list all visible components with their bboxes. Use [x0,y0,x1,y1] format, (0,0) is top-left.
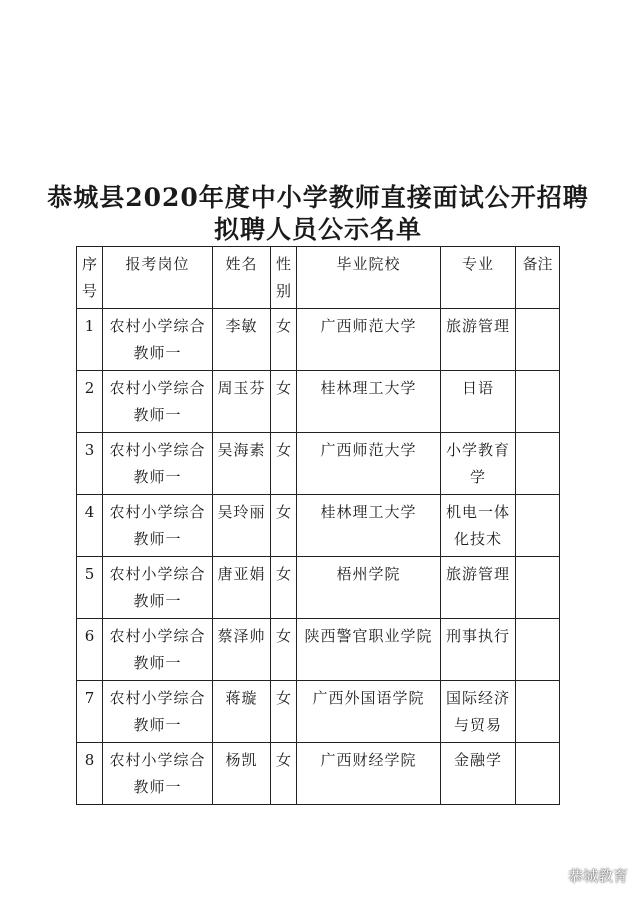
cell-remark [516,681,560,743]
cell-remark [516,495,560,557]
table-row [77,309,560,371]
table-row [77,433,560,495]
cell-name: 蔡泽帅 [213,619,271,681]
cell-remark [516,309,560,371]
cell-post: 农村小学综合教师一 [103,557,213,619]
table-row [77,743,560,805]
cell-name: 李敏 [213,309,271,371]
cell-major: 旅游管理 [441,557,516,619]
cell-post: 农村小学综合教师一 [103,433,213,495]
header-remark: 备注 [516,247,560,309]
cell-name: 蒋璇 [213,681,271,743]
cell-gender: 女 [271,619,297,681]
cell-seq: 5 [77,557,103,619]
cell-major: 小学教育学 [441,433,516,495]
cell-school: 广西财经学院 [297,743,441,805]
cell-gender: 女 [271,743,297,805]
header-name: 姓名 [213,247,271,309]
cell-gender: 女 [271,681,297,743]
cell-school: 陕西警官职业学院 [297,619,441,681]
cell-post: 农村小学综合教师一 [103,619,213,681]
table-row [77,619,560,681]
cell-name: 周玉芬 [213,371,271,433]
cell-post: 农村小学综合教师一 [103,743,213,805]
watermark-text: 恭城教育 [567,867,628,885]
header-major: 专业 [441,247,516,309]
cell-major: 国际经济与贸易 [441,681,516,743]
header-gender: 性别 [271,247,297,309]
cell-major: 机电一体化技术 [441,495,516,557]
table-row [77,681,560,743]
cell-remark [516,433,560,495]
cell-school: 桂林理工大学 [297,495,441,557]
cell-school: 广西外国语学院 [297,681,441,743]
cell-name: 吴玲丽 [213,495,271,557]
cell-major: 刑事执行 [441,619,516,681]
cell-name: 杨凯 [213,743,271,805]
table-row [77,495,560,557]
cell-remark [516,743,560,805]
cell-post: 农村小学综合教师一 [103,495,213,557]
cell-seq: 4 [77,495,103,557]
cell-school: 广西师范大学 [297,433,441,495]
cell-name: 吴海素 [213,433,271,495]
cell-seq: 3 [77,433,103,495]
header-school: 毕业院校 [297,247,441,309]
cell-remark [516,371,560,433]
cell-major: 旅游管理 [441,309,516,371]
cell-major: 日语 [441,371,516,433]
cell-seq: 1 [77,309,103,371]
table-row [77,371,560,433]
candidate-table [76,246,560,805]
cell-seq: 2 [77,371,103,433]
cell-seq: 8 [77,743,103,805]
cell-remark [516,619,560,681]
watermark [544,865,628,886]
cell-seq: 6 [77,619,103,681]
cell-gender: 女 [271,371,297,433]
cell-seq: 7 [77,681,103,743]
header-seq: 序号 [77,247,103,309]
document-subtitle: 拟聘人员公示名单 [213,215,422,244]
cell-post: 农村小学综合教师一 [103,309,213,371]
cell-major: 金融学 [441,743,516,805]
cell-school: 广西师范大学 [297,309,441,371]
cell-post: 农村小学综合教师一 [103,681,213,743]
cell-gender: 女 [271,309,297,371]
cell-gender: 女 [271,433,297,495]
table-header-row [77,247,560,309]
table-row [77,557,560,619]
header-post: 报考岗位 [103,247,213,309]
document-title: 恭城县2020年度中小学教师直接面试公开招聘 [47,183,589,212]
cell-gender: 女 [271,557,297,619]
cell-name: 唐亚娟 [213,557,271,619]
cell-post: 农村小学综合教师一 [103,371,213,433]
cell-school: 桂林理工大学 [297,371,441,433]
cell-remark [516,557,560,619]
cell-gender: 女 [271,495,297,557]
cell-school: 梧州学院 [297,557,441,619]
wechat-channel-icon [544,868,564,884]
